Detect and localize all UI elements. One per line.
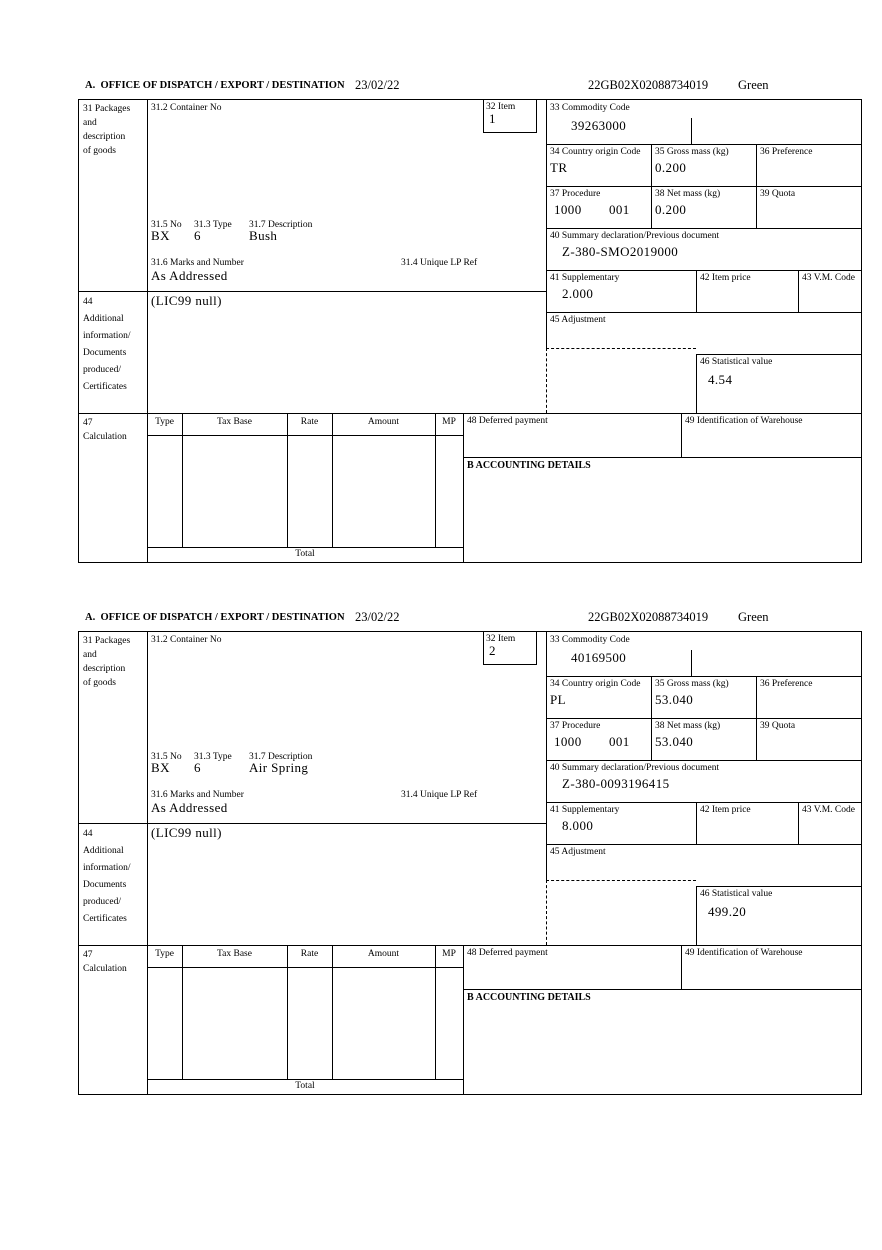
procedure-value-2: 001 [609,202,630,217]
grid-line [546,312,861,313]
country-origin-value: PL [550,692,566,707]
packages-type-value: 6 [194,228,201,243]
net-mass-label: 38 Net mass (kg) [655,721,721,731]
gross-mass-label: 35 Gross mass (kg) [655,147,729,157]
grid-line [182,945,183,1079]
gross-mass-value: 53.040 [655,692,694,707]
grid-line [147,967,463,968]
grid-line [696,886,861,887]
grid-line [147,632,148,1094]
grid-line [536,632,537,664]
grid-line [756,676,757,760]
deferred-payment-label: 48 Deferred payment [467,948,548,958]
warehouse-id-label: 49 Identification of Warehouse [685,948,803,958]
grid-line [79,413,861,414]
box47-calculation-label: 47 Calculation [83,950,127,974]
gross-mass-value: 0.200 [655,160,687,175]
grid-line [651,144,652,228]
calc-total-label: Total [295,549,315,559]
additional-info-value: (LIC99 null) [151,293,222,308]
movement-reference: 22GB02X02088734019 [588,610,709,624]
quota-label: 39 Quota [760,721,796,731]
declaration-item-section-1 [78,80,862,563]
grid-line [463,989,861,990]
item-form-grid [78,631,862,1095]
container-no-label: 31.2 Container No [151,103,222,113]
office-of-dispatch-label: A. OFFICE OF DISPATCH / EXPORT / DESTINATION [85,80,345,91]
grid-line [483,100,484,132]
vm-code-label: 43 V.M. Code [802,805,855,815]
grid-line [463,945,464,1094]
packages-no-label: 31.5 No [151,752,182,762]
calc-col-type: Type [155,949,174,959]
item-price-label: 42 Item price [700,805,751,815]
commodity-code-value: 39263000 [571,118,627,133]
accounting-details-label: B ACCOUNTING DETAILS [467,460,591,471]
unique-lp-ref-label: 31.4 Unique LP Ref [401,258,478,268]
commodity-code-tick [691,650,692,676]
grid-line [79,291,546,292]
grid-line [546,632,547,880]
goods-description-value: Bush [249,228,278,243]
accounting-details-label: B ACCOUNTING DETAILS [467,992,591,1003]
net-mass-value: 53.040 [655,734,694,749]
statistical-value-label: 46 Statistical value [700,889,773,899]
grid-line [536,100,537,132]
previous-document-label: 40 Summary declaration/Previous document [550,763,720,773]
supplementary-value: 2.000 [562,286,594,301]
adjustment-label: 45 Adjustment [550,847,606,857]
grid-line [546,228,861,229]
grid-line [696,270,697,312]
office-of-dispatch-label: A. OFFICE OF DISPATCH / EXPORT / DESTINATION [85,612,345,623]
grid-line-dashed [546,880,547,945]
grid-line [546,144,861,145]
net-mass-label: 38 Net mass (kg) [655,189,721,199]
statistical-value-label: 46 Statistical value [700,357,773,367]
calc-col-mp: MP [442,417,456,427]
grid-line [546,760,861,761]
calc-total-label: Total [295,1081,315,1091]
country-origin-label: 34 Country origin Code [550,147,641,157]
marks-and-number-label: 31.6 Marks and Number [151,258,244,268]
grid-line [287,945,288,1079]
grid-line [147,547,463,548]
country-origin-label: 34 Country origin Code [550,679,641,689]
item-form-grid [78,99,862,563]
grid-line [182,413,183,547]
goods-description-label: 31.7 Description [249,220,313,230]
grid-line [546,676,861,677]
additional-info-value: (LIC99 null) [151,825,222,840]
grid-line [546,186,861,187]
packages-no-value: BX [151,228,170,243]
dispatch-date: 23/02/22 [355,78,400,92]
grid-line [696,802,697,844]
country-origin-value: TR [550,160,568,175]
grid-line [546,100,547,348]
supplementary-label: 41 Supplementary [550,273,620,283]
supplementary-label: 41 Supplementary [550,805,620,815]
goods-description-label: 31.7 Description [249,752,313,762]
commodity-code-label: 33 Commodity Code [550,103,630,113]
grid-line [332,945,333,1079]
calc-col-rate: Rate [300,417,319,427]
procedure-value: 1000 [554,734,582,749]
statistical-value: 4.54 [708,372,733,387]
packages-no-label: 31.5 No [151,220,182,230]
net-mass-value: 0.200 [655,202,687,217]
commodity-code-label: 33 Commodity Code [550,635,630,645]
calc-col-tax-base: Tax Base [217,949,252,959]
adjustment-label: 45 Adjustment [550,315,606,325]
previous-document-label: 40 Summary declaration/Previous document [550,231,720,241]
previous-document-value: Z-380-SMO2019000 [562,244,679,259]
deferred-payment-label: 48 Deferred payment [467,416,548,426]
grid-line [332,413,333,547]
grid-line [696,354,697,413]
item-number-value: 1 [489,111,496,126]
calc-col-rate: Rate [300,949,319,959]
grid-line [483,632,484,664]
procedure-value-2: 001 [609,734,630,749]
container-no-label: 31.2 Container No [151,635,222,645]
grid-line-dashed [546,880,696,881]
commodity-code-value: 40169500 [571,650,627,665]
grid-line-dashed [546,348,696,349]
grid-line [435,413,436,547]
grid-line-dashed [546,348,547,413]
box47-calculation-label: 47 Calculation [83,418,127,442]
calc-col-type: Type [155,417,174,427]
calc-col-tax-base: Tax Base [217,417,252,427]
statistical-value: 499.20 [708,904,747,919]
item-number-value: 2 [489,643,496,658]
grid-line [287,413,288,547]
vm-code-label: 43 V.M. Code [802,273,855,283]
declaration-item-section-2 [78,612,862,1095]
previous-document-value: Z-380-0093196415 [562,776,670,791]
grid-line [79,945,861,946]
item-price-label: 42 Item price [700,273,751,283]
packages-type-value: 6 [194,760,201,775]
preference-label: 36 Preference [760,147,813,157]
marks-and-number-value: As Addressed [151,800,228,815]
procedure-label: 37 Procedure [550,721,601,731]
grid-line [696,886,697,945]
marks-and-number-label: 31.6 Marks and Number [151,790,244,800]
calc-col-amount: Amount [367,417,400,427]
grid-line [463,413,464,562]
grid-line [546,844,861,845]
packages-type-label: 31.3 Type [194,220,232,230]
grid-line [463,457,861,458]
unique-lp-ref-label: 31.4 Unique LP Ref [401,790,478,800]
grid-line [651,676,652,760]
procedure-value: 1000 [554,202,582,217]
supplementary-value: 8.000 [562,818,594,833]
grid-line [546,718,861,719]
grid-line [681,413,682,457]
routing-status: Green [738,610,769,624]
box31-packages-label: 31 Packages and description of goods [83,636,131,688]
grid-line [546,270,861,271]
item-number-label: 32 Item [486,634,516,644]
movement-reference: 22GB02X02088734019 [588,78,709,92]
warehouse-id-label: 49 Identification of Warehouse [685,416,803,426]
grid-line [798,802,799,844]
preference-label: 36 Preference [760,679,813,689]
grid-line [483,132,537,133]
grid-line [546,802,861,803]
gross-mass-label: 35 Gross mass (kg) [655,679,729,689]
item-number-label: 32 Item [486,102,516,112]
calc-col-amount: Amount [367,949,400,959]
marks-and-number-value: As Addressed [151,268,228,283]
grid-line [435,945,436,1079]
grid-line [798,270,799,312]
grid-line [147,100,148,562]
quota-label: 39 Quota [760,189,796,199]
grid-line [483,664,537,665]
routing-status: Green [738,78,769,92]
goods-description-value: Air Spring [249,760,309,775]
grid-line [79,823,546,824]
grid-line [147,435,463,436]
box44-additional-info-label: 44 Additional information/ Documents produced/ Certificates [83,829,131,924]
grid-line [756,144,757,228]
box31-packages-label: 31 Packages and description of goods [83,104,131,156]
calc-col-mp: MP [442,949,456,959]
box44-additional-info-label: 44 Additional information/ Documents produced/ Certificates [83,297,131,392]
grid-line [147,1079,463,1080]
packages-type-label: 31.3 Type [194,752,232,762]
dispatch-date: 23/02/22 [355,610,400,624]
procedure-label: 37 Procedure [550,189,601,199]
grid-line [696,354,861,355]
grid-line [681,945,682,989]
packages-no-value: BX [151,760,170,775]
commodity-code-tick [691,118,692,144]
